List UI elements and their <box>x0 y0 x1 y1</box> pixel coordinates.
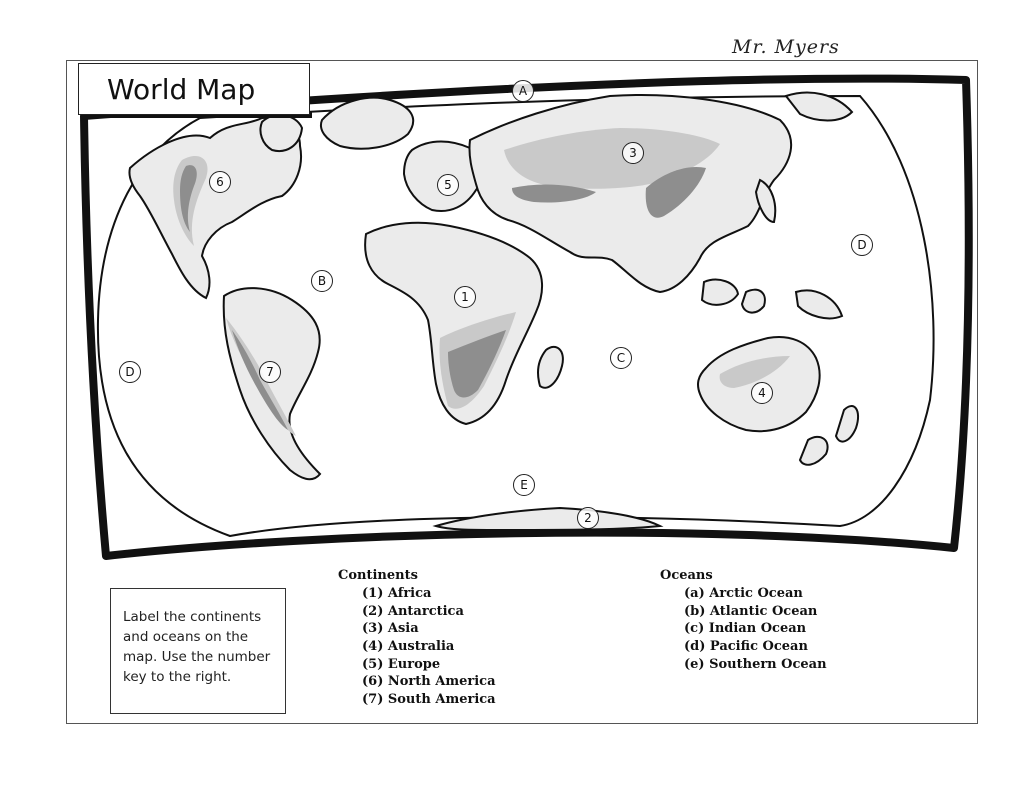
continent-marker-3: 3 <box>622 142 644 164</box>
ocean-marker-a: A <box>512 80 534 102</box>
antarctica-landmass <box>436 508 660 530</box>
greenland-landmass <box>321 98 413 149</box>
north-america-landmass <box>129 115 302 298</box>
continent-key-item: (5) Europe <box>362 656 441 672</box>
continents-key-header: Continents <box>338 568 418 583</box>
ocean-marker-d-east: D <box>851 234 873 256</box>
continent-marker-1: 1 <box>454 286 476 308</box>
continents-key <box>338 567 496 709</box>
continent-marker-2: 2 <box>577 507 599 529</box>
ocean-marker-d-west: D <box>119 361 141 383</box>
continent-key-item: (2) Antarctica <box>362 603 464 619</box>
south-america-shape <box>224 288 320 479</box>
continent-key-item: (6) North America <box>362 674 496 690</box>
continent-marker-6: 6 <box>209 171 231 193</box>
continents-key-list <box>338 585 496 709</box>
continent-key-item: (1) Africa <box>362 586 432 601</box>
ocean-key-item: (e) Southern Ocean <box>684 656 827 672</box>
ocean-key-item: (a) Arctic Ocean <box>684 586 803 601</box>
continent-marker-7: 7 <box>259 361 281 383</box>
continent-marker-4: 4 <box>751 382 773 404</box>
madagascar-landmass <box>538 347 563 388</box>
ocean-key-item: (d) Pacific Ocean <box>684 639 808 655</box>
continent-key-item: (7) South America <box>362 692 496 708</box>
africa-landmass <box>365 223 542 424</box>
new-zealand-south <box>800 437 828 465</box>
continent-key-item: (4) Australia <box>362 639 455 655</box>
new-zealand-north <box>836 406 858 442</box>
map-title: World Map <box>78 63 310 115</box>
island-1 <box>702 280 738 305</box>
oceans-key-header: Oceans <box>660 568 713 583</box>
ocean-key-item: (b) Atlantic Ocean <box>684 603 818 619</box>
instructions-box <box>110 588 286 714</box>
oceans-key <box>660 567 827 673</box>
island-2 <box>742 290 765 313</box>
instructions-text: Label the continents and oceans on the map. Use the number key to the right. <box>123 609 271 685</box>
continent-marker-5: 5 <box>437 174 459 196</box>
island-3 <box>796 290 842 318</box>
ocean-marker-c: C <box>610 347 632 369</box>
oceans-key-list <box>660 585 827 673</box>
ocean-marker-e: E <box>513 474 535 496</box>
ocean-marker-b: B <box>311 270 333 292</box>
ocean-key-item: (c) Indian Ocean <box>684 621 807 637</box>
japan-island <box>756 180 775 222</box>
continent-key-item: (3) Asia <box>362 621 419 637</box>
author-signature: Mr. Myers <box>732 36 840 58</box>
south-america-landmass <box>224 288 320 479</box>
